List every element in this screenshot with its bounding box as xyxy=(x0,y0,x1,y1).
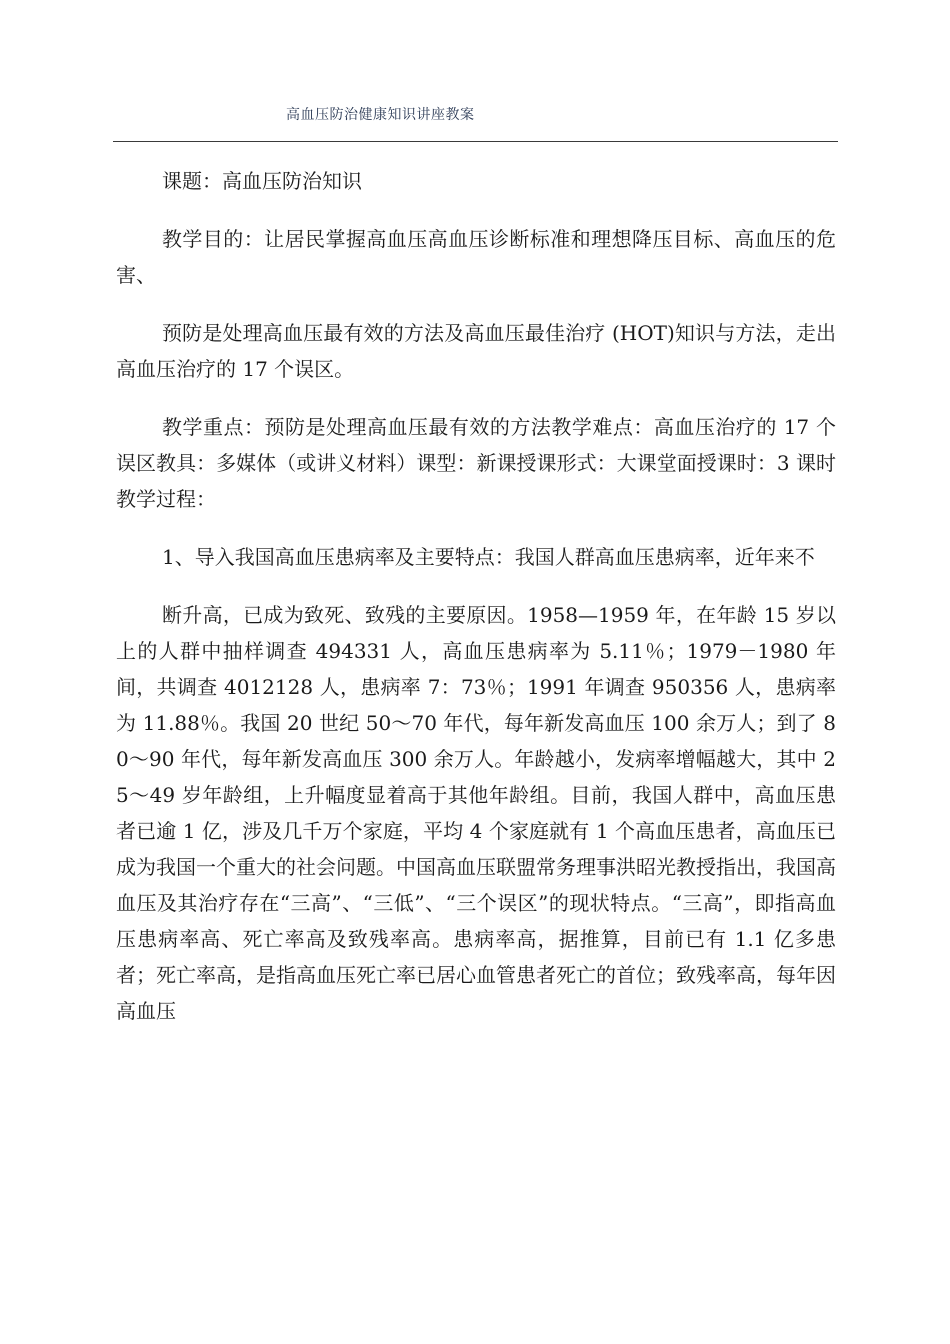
document-body xyxy=(116,163,836,1029)
key-points-paragraph: 教学重点：预防是处理高血压最有效的方法教学难点：高血压治疗的 17 个误区教具：多媒体（或讲义材料）课型：新课授课形式：大课堂面授课时：3 课时教学过程： xyxy=(116,415,836,511)
running-header: 高血压防治健康知识讲座教案 xyxy=(286,107,475,123)
objective-paragraph: 教学目的：让居民掌握高血压高血压诊断标准和理想降压目标、高血压的危害、 xyxy=(116,227,836,287)
intro-paragraph: 1、导入我国高血压患病率及主要特点：我国人群高血压患病率，近年来不 xyxy=(162,545,815,569)
prevalence-paragraph: 断升高，已成为致死、致残的主要原因。1958—1959 年，在年龄 15 岁以上的人群中抽样调查 494331 人，高血压患病率为 5.11％；1979－1980 年间，共调查 4012128 人，患病率 7：73％；1991 年调查 950356 人，患病率为 11.88％。我国 20 世纪 50～70 年代，每年新发高血压 100 余万人；到了 80～90 年代，每年新发高血压 300 余万人。年龄越小，发病率增幅越大，其中 25～49 岁年龄组，上升幅度显着高于其他年龄组。目前，我国人群中，高血压患者已逾 1 亿，涉及几千万个家庭，平均 4 个家庭就有 1 个高血压患者，高血压已成为我国一个重大的社会问题。中国高血压联盟常务理事洪昭光教授指出，我国高血压及其治疗存在“三高”、“三低”、“三个误区”的现状特点。“三高”，即指高血压患病率高、死亡率高及致残率高。患病率高，据推算，目前已有 1.1 亿多患者；死亡率高，是指高血压死亡率已居心血管患者死亡的首位；致残率高，每年因高血压 xyxy=(116,603,836,1023)
header-divider xyxy=(113,141,838,142)
topic-paragraph: 课题：高血压防治知识 xyxy=(162,169,362,193)
prevention-paragraph: 预防是处理高血压最有效的方法及高血压最佳治疗 (HOT)知识与方法，走出高血压治疗的 17 个误区。 xyxy=(116,321,836,381)
